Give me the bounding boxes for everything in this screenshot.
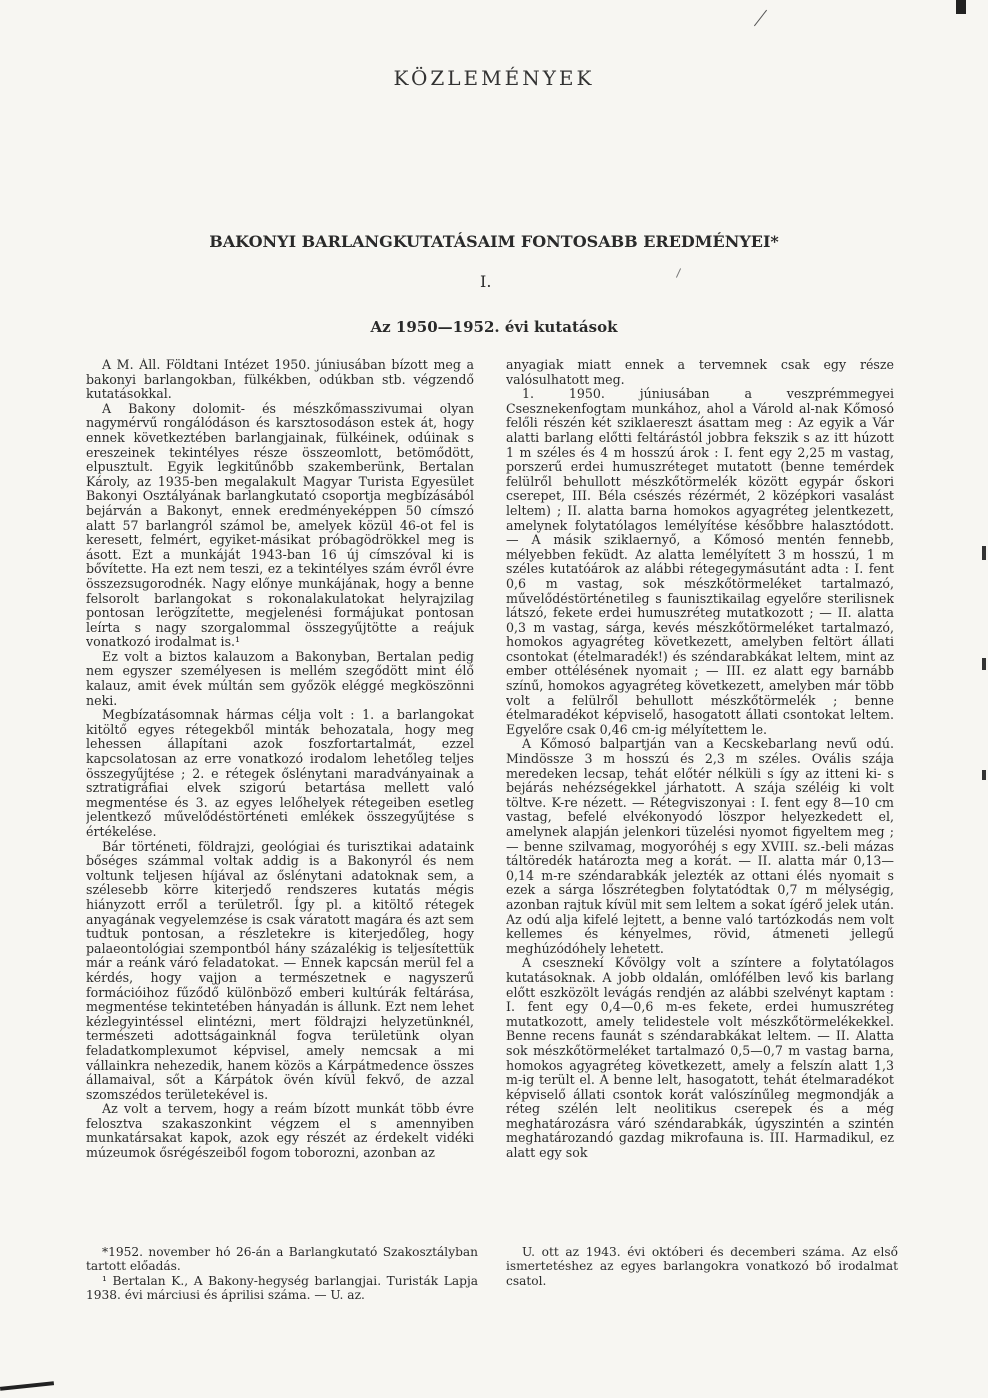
corner-mark: [956, 0, 966, 14]
paragraph: Az volt a tervem, hogy a reám bízott munkát több évre felosztva szakaszonkint végzem el s amennyiben munkatársakat kapok, azok egy részét az érdekelt vidéki múzeumok ősrégészeiből fogom toborozni, azonban az: [86, 1101, 474, 1161]
footnotes-right: [506, 1245, 898, 1288]
paragraph: A Kőmosó balpartján van a Kecskebarlang nevű odú. Mindössze 3 m hosszú és 2,3 m széles. Ovális szája meredeken lecsap, tehát előtér nélküli s így az itteni ki- s bejárás nehézségekkel járhatott. A szája széléig ki volt töltve. K-re nézett. — Rétegviszonyai : I. fent egy 8—10 cm vastag, befelé elvékonyodó löszpor helyezkedett el, amelynek alapján jelenkori tüzelési nyomot figyeltem meg ; — benne szilvamag, mogyoróhéj s egy XVIII. sz.-beli mázas táltöredék határozta meg a korát. — II. alatta már 0,13—0,14 m-re széndarabkák jelezték az ottani élés nyomait s ezek a sárga lőszrétegben folytatódtak 0,7 m mélységig, azonban rajtuk kívül mit sem leltem a sokat ígérő jelek után. Az odú alja kifelé lejtett, a benne való tartózkodás nem volt kellemes és kényelmes, rövid, átmeneti jellegű meghúzódóhely lehetett.: [506, 736, 894, 956]
part-number: I.: [480, 272, 492, 291]
paragraph: Megbízatásomnak hármas célja volt : 1. a barlangokat kitöltő egyes rétegekből minták behozatala, hogy meg lehessen állapítani azok foszfortartalmát, ezzel kapcsolatosan az erre vonatkozó irodalom lehetőleg teljes összegyűjtése ; 2. e rétegek őslénytani maradványainak a sztratigráfiai elvek szigorú betartása mellett való megmentése és 3. az egyes lelőhelyek rétegeiben esetleg jelentkező művelődéstörténeti emlékek összegyűjtése s értékelése.: [86, 707, 474, 839]
footnote: U. ott az 1943. évi októberi és decemberi száma. Az első ismertetéshez az egyes barlangokra vonatkozó bő irodalmat csatol.: [506, 1245, 898, 1288]
footnote: ¹ Bertalan K., A Bakony-hegység barlangjai. Turisták Lapja 1938. évi márciusi és áprilisi száma. — U. az.: [86, 1273, 478, 1303]
pencil-stroke: [754, 10, 767, 26]
margin-tick: [982, 770, 986, 780]
paragraph: A Bakony dolomit- és mészkőmasszivumai olyan nagymérvű rongálódáson és karsztosodáson estek át, hogy ennek következtében barlangjainak, fülkéinek, odúinak s ereszeinek tekintélyes része összeomlott, betömődött, elpusztult. Egyik legkitűnőbb szakemberünk, Bertalan Károly, az 1935-ben megalakult Magyar Turista Egyesület Bakonyi Osztályának barlangkutató csoportja megbízásából bejárván a Bakonyt, ennek eredményeképpen 50 címszó alatt 57 barlangról számol be, amelyek közül 46-ot fel is keresett, felmért, egyiket-másikat próbagödrökkel meg is ásott. Ezt a munkáját 1943-ban 16 új címszóval ki is bővítette. Ha ezt nem teszi, ez a tekintélyes szám évről évre összezsugorodnék. Nagy előnye munkájának, hogy a benne felsorolt barlangokat s rokonalakulatokat helyrajzilag pontosan lerögzítette, megjelenési formájukat pontosan leírta s nagy szorgalommal összegyűjtötte a reájuk vonatkozó irodalmat is.¹: [86, 400, 474, 650]
paragraph: 1. 1950. júniusában a veszprémmegyei Csesznekenfogtam munkához, ahol a Várold al-nak Kőmosó felőli részén két sziklaereszt ásattam meg : Az egyik a Vár alatti barlang előtti feltárástól jobbra fekszik s az itt húzott 1 m széles és 4 m hosszú árok : I. fent egy 2,25 m vastag, porszerű erdei humuszréteget mutatott (benne temérdek felülről behullott mészkőtörmelék között egypár őskori cserepet, III. Béla csészés rézérmét, 2 középkori vasalást leltem) ; II. alatta barna homokos agyagréteg jelentkezett, amelynek folytatólagos lemélyítése későbbre halasztódott. — A másik sziklaernyő, a Kőmosó mentén fennebb, mélyebben feküdt. Az alatta lemélyített 3 m hosszú, 1 m széles kutatóárok az alábbi rétegegymásutánt adta : I. fent 0,6 m vastag, sok mészkőtörmeléket tartalmazó, művelődéstörténetileg s faunisztikailag egyelőre sterilisnek látszó, fekete erdei humuszréteg mutatkozott ; — II. alatta 0,3 m vastag, sárga, kevés mészkőtörmeléket tartalmazó, homokos agyagréteg következett, amelyben feltört állati csontokat (ételmaradék!) és széndarabkákat leltem, mint az ember ottélésének nyomait ; — III. ez alatt egy barnább színű, homokos agyagréteg következett, amelyben már több volt a felülről behullott mészkőtörmelék ; benne ételmaradékot képviselő, hasogatott állati csontokat leltem. Egyelőre csak 0,46 cm-ig mélyítettem le.: [506, 386, 894, 737]
paragraph: A M. Áll. Földtani Intézet 1950. júniusában bízott meg a bakonyi barlangokban, fülkékben, odúkban stb. végzendő kutatásokkal.: [86, 358, 474, 402]
footnotes-left: [86, 1245, 478, 1303]
section-heading: KÖZLEMÉNYEK: [393, 66, 595, 90]
margin-tick: [982, 546, 986, 560]
left-column: [86, 358, 474, 1220]
pencil-stroke: [676, 268, 681, 277]
paragraph: Bár történeti, földrajzi, geológiai és turisztikai adataink bőséges számmal voltak addig is a Bakonyról és nem voltunk teljesen híjával az őslénytani adatoknak sem, a szélesebb körre kiterjedő rendszeres kutatás mégis hiányzott erről a területről. Így pl. a kitöltő rétegek anyagának vegyelemzése is csak váratott magára és azt sem tudtuk pontosan, a részletekre is kiterjedőleg, hogy palaeontológiai szempontból hány százalékig is teljesítettük már a reánk váró feladatokat. — Ennek kapcsán merül fel a kérdés, hogy vajjon a természetnek e nagyszerű formációihoz fűződő különböző emberi kultúrák feltárása, megmentése tekintetében hányadán is állunk. Ezt nem lehet kézlegyintéssel elintézni, mert földrajzi helyzetünknél, természeti adottságainknál fogva területünk olyan feladatkomplexumot képvisel, amely nemcsak a mi vállainkra nehezedik, hanem közös a Kárpátmedence összes államaival, sőt a Kárpátok övén kívül fekvő, de azzal szomszédos területekével is.: [86, 838, 474, 1102]
right-column: [506, 358, 894, 1220]
paragraph: anyagiak miatt ennek a tervemnek csak egy része valósulhatott meg.: [506, 358, 894, 387]
paragraph: A csesznekí Kővölgy volt a színtere a folytatólagos kutatásoknak. A jobb oldalán, omlófélben levő kis barlang előtt eszközölt levágás rendjén az alábbi szelvényt kaptam : I. fent egy 0,4—0,6 m-es fekete, erdei humuszréteg mutatkozott, amely telidestele volt mészkőtörmelékekkel. Benne recens faunát s széndarabkákat leltem. — II. Alatta sok mészkőtörmeléket tartalmazó 0,5—0,7 m vastag barna, homokos agyagréteg következett, amely a felszín alatt 1,3 m-ig terült el. A benne lelt, hasogatott, tehát ételmaradékot képviselő állati csontok korát valószínűleg megmondják a réteg szélén lelt neolitikus cserepek és a még meghatározásra váró széndarabkák, úgyszintén a szintén meghatározandó gazdag mikrofauna is. III. Harmadikul, ez alatt egy sok: [506, 955, 894, 1161]
margin-tick: [982, 658, 986, 670]
article-subtitle: Az 1950—1952. évi kutatások: [370, 318, 618, 336]
article-title: BAKONYI BARLANGKUTATÁSAIM FONTOSABB EREDMÉNYEI*: [209, 232, 779, 251]
scan-smudge: [0, 1381, 54, 1391]
paragraph: Ez volt a biztos kalauzom a Bakonyban, Bertalan pedig nem egyszer személyesen is mellém szegődött mint élő kalauz, amit évek múltán sem győzök eléggé megköszönni neki.: [86, 648, 474, 708]
footnote: *1952. november hó 26-án a Barlangkutató Szakosztályban tartott előadás.: [86, 1245, 478, 1274]
